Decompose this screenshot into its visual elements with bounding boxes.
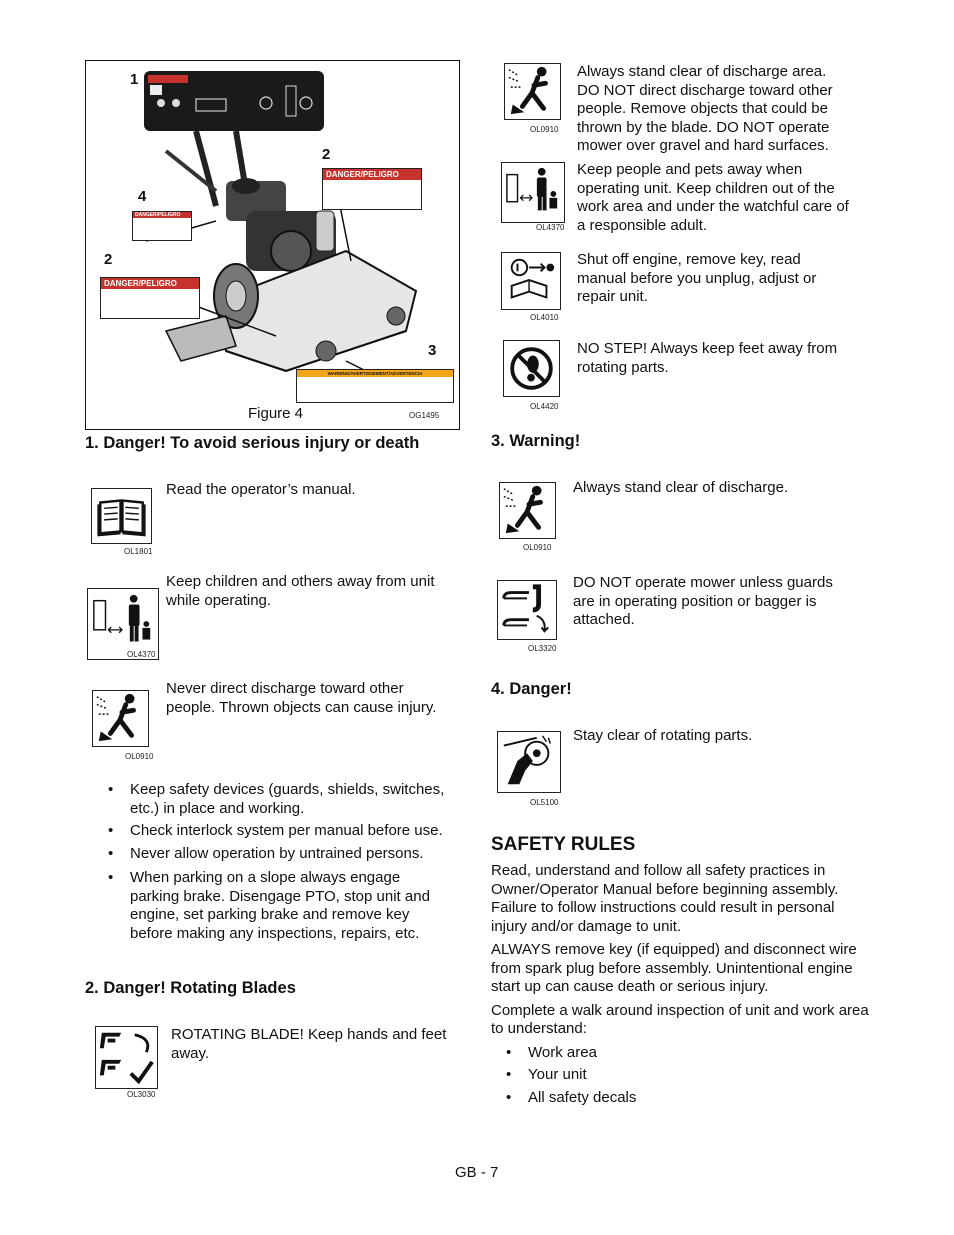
decal-warning-label: WARNING/AVERTISSEMENT/ADVERTENCIA: [297, 370, 453, 377]
safety-rules-body: [491, 862, 871, 1107]
decal-danger-small: [132, 211, 192, 241]
instruction-text: Always stand clear of discharge.: [573, 479, 789, 496]
decal-danger-left: [100, 277, 200, 319]
figure-caption: Figure 4: [248, 405, 304, 422]
safety-bullet-list: [106, 781, 450, 943]
list-item: • Check interlock system per manual before use.: [106, 822, 450, 841]
list-item: • Keep safety devices (guards, shields, switches, etc.) in place and working.: [106, 781, 450, 818]
safety-rules-title: SAFETY RULES: [491, 834, 636, 855]
instruction-text: NO STEP! Always keep feet away from rotating parts.: [577, 340, 838, 376]
icon-code: OL0910: [530, 125, 559, 134]
decal-danger-label: DANGER/PELIGRO: [323, 169, 421, 180]
section-3-title: 3. Warning!: [491, 432, 581, 450]
section-2-title: 2. Danger! Rotating Blades: [85, 979, 296, 997]
manual-icon: [91, 488, 152, 544]
callout-2-left: 2: [104, 251, 113, 268]
instruction-text: Keep people and pets away when operating unit. Keep children out of the work area and under the watchful care of a responsible adult.: [577, 161, 849, 234]
icon-code: OL4370: [536, 223, 565, 232]
paragraph: Read, understand and follow all safety practices in Owner/Operator Manual before beginning assembly. Failure to follow instructions could result in personal injury and/or damage to unit.: [491, 862, 839, 935]
decal-warning: [296, 369, 454, 403]
decal-danger-top: [322, 168, 422, 210]
section-1-title: 1. Danger! To avoid serious injury or death: [85, 434, 420, 452]
instruction-text: Never direct discharge toward other people. Thrown objects can cause injury.: [166, 680, 437, 716]
page-number: GB - 7: [455, 1164, 499, 1181]
figure-code: OG1495: [409, 411, 440, 420]
instruction-text: Shut off engine, remove key, read manual before you unplug, adjust or repair unit.: [577, 251, 817, 305]
icon-code: OL4370: [127, 650, 156, 659]
icon-code: OL3030: [127, 1090, 156, 1099]
bystander-icon: [501, 162, 565, 223]
section-4-title: 4. Danger!: [491, 680, 572, 698]
list-item: • All safety decals: [504, 1089, 871, 1108]
callout-2-top: 2: [322, 146, 331, 163]
thrown-object-icon: [499, 482, 556, 539]
instruction-text: Always stand clear of discharge area. DO NOT direct discharge toward other people. Remove objects that could be thrown by the blade. DO NOT operate mower over gravel and hard surfaces.: [577, 63, 833, 154]
icon-code: OL1801: [124, 547, 153, 556]
rotating-blade-icon: [95, 1026, 158, 1089]
instruction-text: Keep children and others away from unit while operating.: [166, 573, 435, 609]
instruction-text: DO NOT operate mower unless guards are in operating position or bagger is attached.: [573, 574, 833, 628]
icon-code: OL5100: [530, 798, 559, 807]
instruction-text: Read the operator’s manual.: [166, 481, 356, 498]
paragraph: ALWAYS remove key (if equipped) and disconnect wire from spark plug before assembly. Unintentional engine start up can cause death or serious injury.: [491, 941, 857, 995]
icon-code: OL0910: [523, 543, 552, 552]
instruction-text: ROTATING BLADE! Keep hands and feet away.: [171, 1026, 447, 1062]
thrown-object-icon: [92, 690, 149, 747]
list-item: • Never allow operation by untrained persons.: [106, 845, 450, 864]
rotating-parts-icon: [497, 731, 561, 793]
figure-4: [85, 60, 460, 430]
icon-code: OL0910: [125, 752, 154, 761]
callout-1: 1: [130, 71, 139, 88]
callout-3: 3: [428, 342, 437, 359]
guard-icon: [497, 580, 557, 640]
icon-code: OL4010: [530, 313, 559, 322]
icon-code: OL3320: [528, 644, 557, 653]
no-step-icon: [503, 340, 560, 397]
list-item: • When parking on a slope always engage parking brake. Disengage PTO, stop unit and engine, set parking brake and remove key before making any inspections, repairs, etc.: [106, 869, 450, 943]
list-item: • Work area: [504, 1044, 871, 1063]
thrown-object-icon: [504, 63, 561, 120]
instruction-text: Stay clear of rotating parts.: [573, 727, 753, 744]
list-item: • Your unit: [504, 1066, 871, 1085]
decal-danger-label: DANGER/PELIGRO: [101, 278, 199, 289]
icon-code: OL4420: [530, 402, 559, 411]
decal-danger-label: DANGER/PELIGRO: [133, 212, 191, 218]
key-manual-icon: [501, 252, 561, 310]
callout-4: 4: [138, 188, 147, 205]
paragraph: Complete a walk around inspection of unit and work area to understand:: [491, 1001, 869, 1037]
